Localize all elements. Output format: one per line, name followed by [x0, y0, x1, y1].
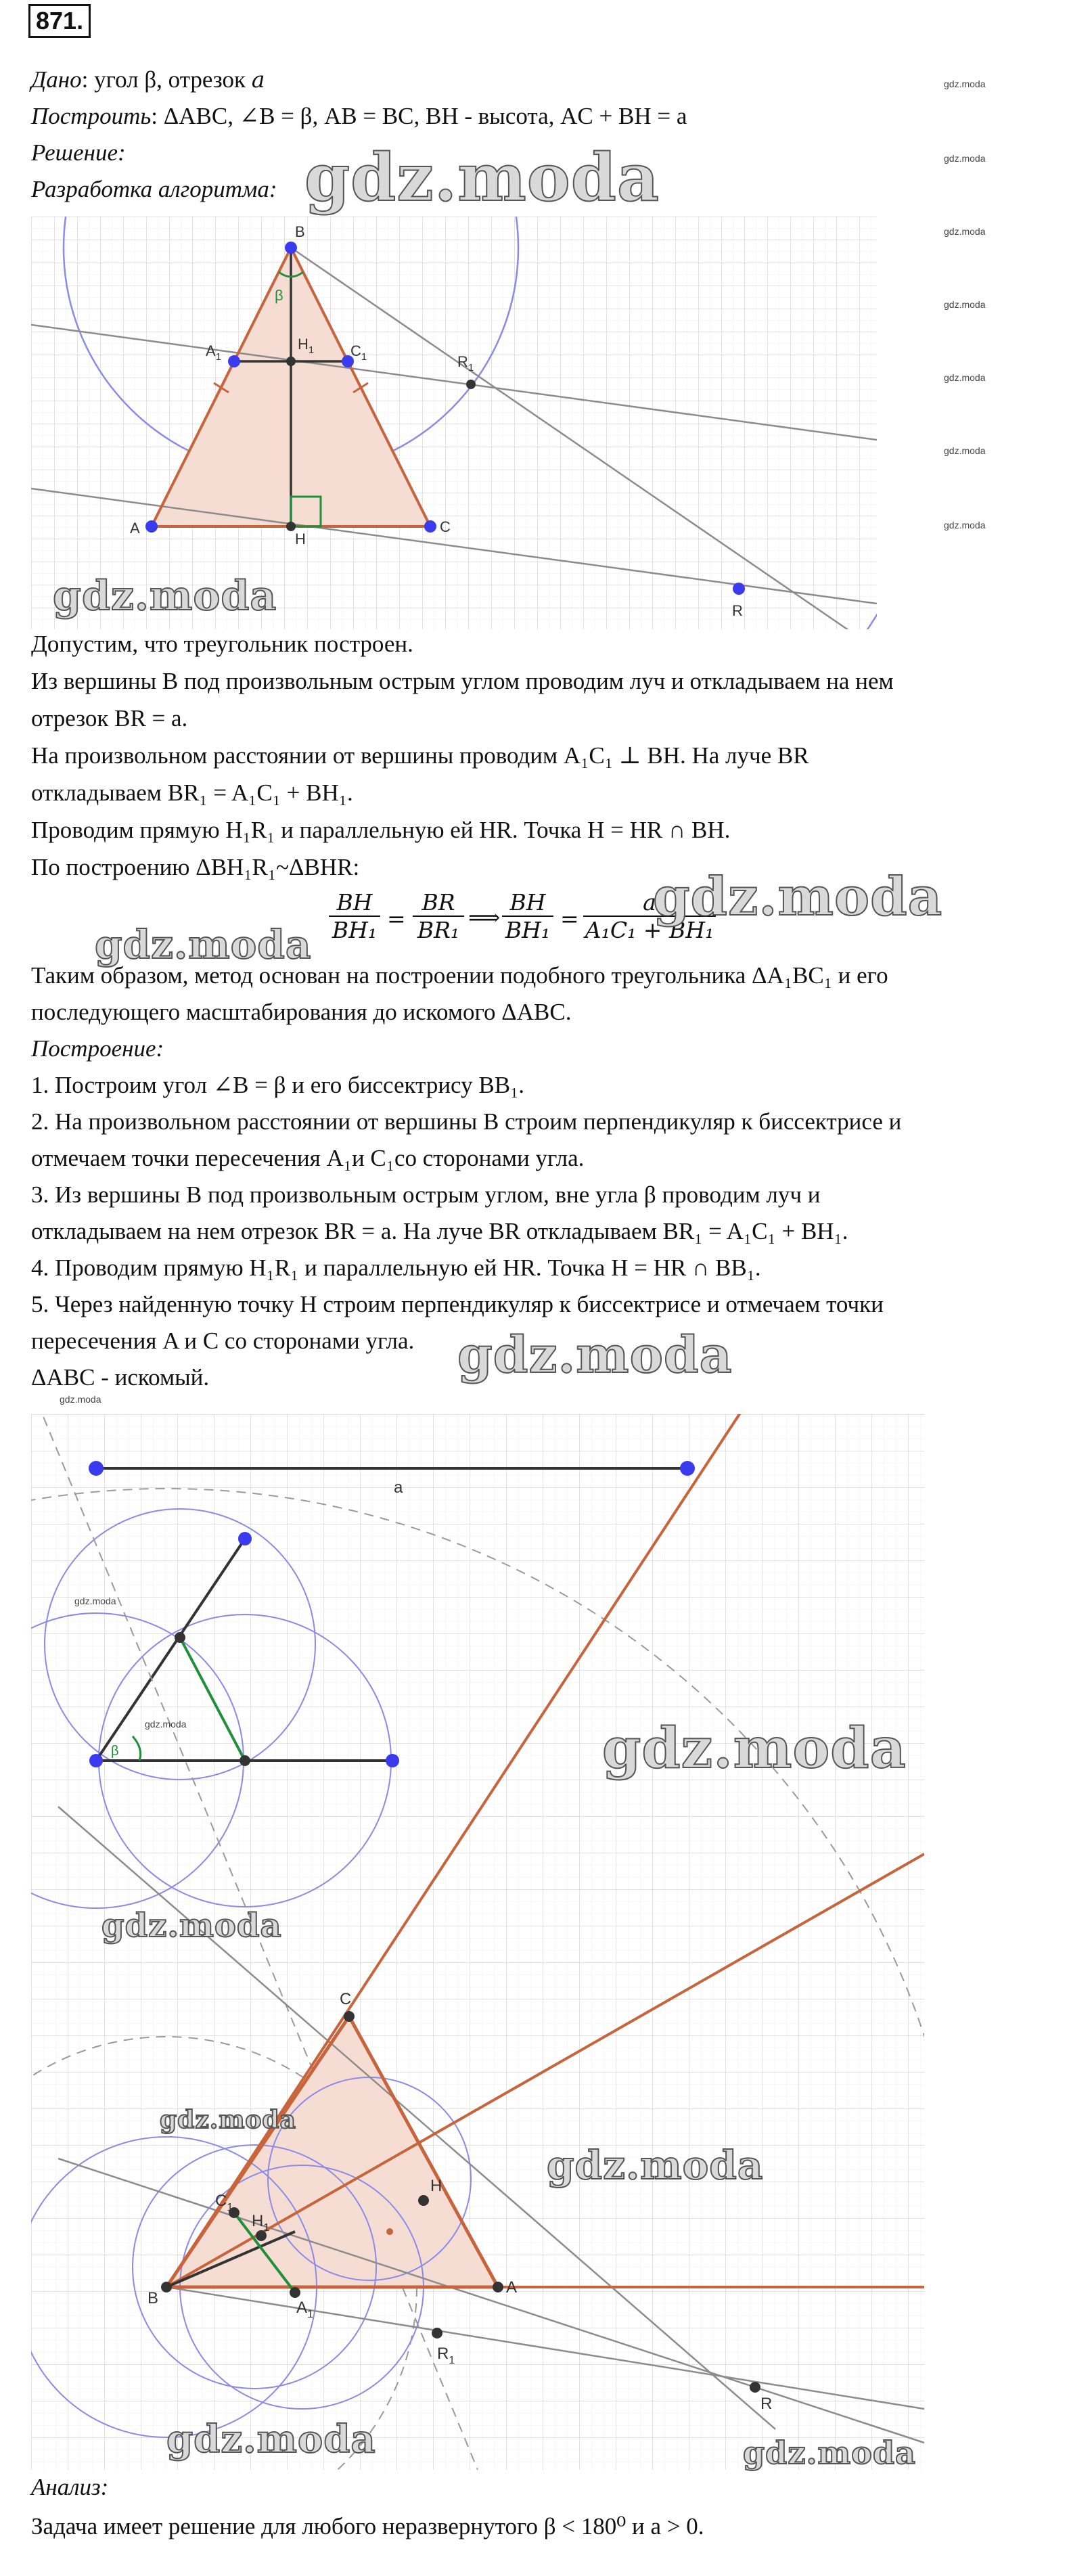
side-watermark: gdz.moda: [944, 299, 986, 310]
point-inner: [386, 2228, 393, 2235]
construction-label-text: Построение: [31, 1035, 156, 1062]
given-text: : угол β, отрезок: [81, 66, 252, 93]
point-h-2: [418, 2195, 429, 2206]
label-c1-2: $C_1$: [215, 2192, 233, 2213]
label-r1-2: $R_1$: [437, 2345, 455, 2366]
watermark: gdz.moda: [95, 922, 312, 968]
analysis-line-6: Проводим прямую H₁R₁ и параллельную ей HR. Точка H = HR ∩ BH.: [31, 817, 731, 843]
label-b-2: B: [147, 2289, 159, 2307]
side-watermark: gdz.moda: [944, 372, 986, 383]
watermark: gdz.moda: [457, 1326, 733, 1384]
step-4: 4. Проводим прямую H₁R₁ и параллельную ей HR. Точка H = HR ∩ BB₁.: [31, 1255, 761, 1281]
label-h1: $H_1$: [298, 336, 315, 356]
analysis-line-5: откладываем BR₁ = A₁C₁ + BH₁.: [31, 779, 353, 806]
point-ray-end: [238, 1532, 252, 1545]
frac-bh-bh1: [329, 889, 380, 943]
method-line-1: Таким образом, метод основан на построении подобного треугольника ΔA₁BC₁ и его: [31, 962, 888, 989]
watermark: gdz.moda: [743, 2435, 916, 2471]
point-arc-cross: [175, 1632, 185, 1643]
frac-num: BH: [336, 889, 373, 916]
point-b-2: [161, 2282, 172, 2292]
step-2-cont: отмечаем точки пересечения A₁и C₁со сторонами угла.: [31, 1145, 585, 1171]
analysis-line-2: Из вершины B под произвольным острым углом проводим луч и откладываем на нем: [31, 668, 894, 694]
implies-arrow: ⟹: [468, 904, 501, 930]
label-c: C: [440, 518, 451, 535]
algorithm-label: Разработка алгоритма:: [31, 176, 277, 202]
point-r-2: [750, 2382, 760, 2393]
analysis-line-3: отрезок BR = a.: [31, 705, 188, 731]
point-arc-base: [240, 1755, 250, 1766]
analysis-label-text: Анализ: [31, 2474, 101, 2500]
label-h-2: H: [430, 2177, 442, 2195]
watermark: gdz.moda: [653, 866, 943, 928]
side-watermark: gdz.moda: [944, 226, 986, 237]
label-a1-2: $A_1$: [296, 2299, 313, 2320]
step-5: 5. Через найденную точку H строим перпендикуляр к биссектрисе и отмечаем точки: [31, 1291, 884, 1317]
given-var: a: [251, 66, 265, 93]
point-c-2: [344, 2011, 355, 2022]
watermark: gdz.moda: [160, 2106, 296, 2134]
point-vertex: [89, 1754, 103, 1767]
label-beta: β: [275, 287, 283, 304]
watermark: gdz.moda: [547, 2142, 764, 2188]
solution-label-text: Решение: [31, 139, 118, 166]
point-c: [424, 520, 436, 533]
side-watermark: gdz.moda: [944, 445, 986, 456]
point-base-end: [386, 1754, 399, 1767]
point-h1: [286, 357, 296, 366]
point-r1-2: [432, 2328, 442, 2338]
frac-br-br1: [413, 889, 464, 943]
algorithm-label-text: Разработка алгоритма: [31, 176, 269, 202]
label-r-2: R: [760, 2395, 773, 2413]
construct-label: Построить: [31, 103, 152, 129]
point-a-end: [680, 1461, 695, 1476]
given-label: Дано: [31, 66, 82, 93]
analysis-line-7: По построению ΔBH₁R₁~ΔBHR:: [31, 854, 360, 880]
conclusion-line: Задача имеет решение для любого неразвернутого β < 180⁰ и a > 0.: [31, 2513, 704, 2539]
frac-num: BH: [509, 889, 546, 916]
step-3-cont: откладываем на нем отрезок BR = a. На луче BR откладываем BR₁ = A₁C₁ + BH₁.: [31, 1218, 848, 1244]
label-a-seg: a: [394, 1478, 403, 1497]
given-line: [31, 65, 265, 95]
step-3: 3. Из вершины B под произвольным острым углом, вне угла β проводим луч и: [31, 1181, 821, 1208]
label-beta-2: β: [111, 1744, 119, 1759]
point-a-2: [493, 2282, 503, 2292]
side-watermark: gdz.moda: [944, 520, 986, 530]
watermark: gdz.moda: [53, 572, 277, 620]
point-b: [285, 242, 297, 254]
watermark: gdz.moda: [101, 1907, 282, 1945]
step-1: 1. Построим угол ∠B = β и его биссектрису BB₁.: [31, 1072, 525, 1098]
result-line: ΔABC - искомый.: [31, 1364, 210, 1391]
label-r1: $R_1$: [457, 353, 474, 374]
frac-num: BR: [422, 889, 455, 916]
side-watermark: gdz.moda: [944, 153, 986, 164]
point-r: [733, 583, 745, 595]
eq-sign: =: [560, 905, 579, 932]
small-watermark: gdz.moda: [74, 1596, 116, 1606]
frac-bh-bh1-2: [502, 889, 553, 943]
label-a-2: A: [506, 2278, 518, 2297]
method-line-2: последующего масштабирования до искомого ΔABC.: [31, 999, 572, 1025]
label-c1: $C_1$: [350, 342, 367, 363]
label-r: R: [732, 602, 743, 619]
frac-num: a: [643, 889, 656, 916]
analysis-line-4: На произвольном расстоянии от вершины проводим A₁C₁ ⊥ BH. На луче BR: [31, 742, 809, 769]
eq-sign: =: [387, 905, 406, 932]
watermark: gdz.moda: [166, 2417, 376, 2462]
label-a1: $A_1$: [206, 342, 222, 363]
label-c-2: C: [340, 1990, 352, 2008]
problem-number: 871.: [28, 4, 91, 38]
analysis-line-1: Допустим, что треугольник построен.: [31, 631, 413, 657]
construct-text: : ΔABC, ∠B = β, AB = BC, BH - высота, AC + BH = a: [151, 103, 687, 129]
figure-1-analysis: [31, 217, 877, 629]
watermark: gdz.moda: [602, 1716, 907, 1781]
frac-den: BR₁: [413, 916, 464, 943]
label-b: B: [295, 223, 305, 240]
small-watermark: gdz.moda: [145, 1719, 187, 1730]
step-2: 2. На произвольном расстоянии от вершины B строим перпендикуляр к биссектрисе и: [31, 1108, 902, 1135]
point-a1-2: [290, 2287, 300, 2298]
point-r1: [466, 380, 476, 389]
point-h: [286, 522, 296, 531]
label-h: H: [295, 530, 306, 547]
point-a-start: [89, 1461, 104, 1476]
step-5-cont: пересечения A и C со сторонами угла.: [31, 1328, 415, 1354]
solution-label: Решение:: [31, 139, 126, 166]
label-h1-2: $H_1$: [252, 2212, 270, 2234]
point-a: [145, 520, 158, 533]
side-watermark: gdz.moda: [944, 78, 986, 89]
frac-den: BH₁: [502, 916, 553, 943]
construct-line: [31, 101, 687, 131]
label-a: A: [130, 520, 140, 537]
analysis-label: Анализ:: [31, 2474, 109, 2500]
frac-den: BH₁: [329, 916, 380, 943]
construction-label: Построение:: [31, 1035, 164, 1062]
watermark: gdz.moda: [304, 139, 660, 216]
point-a1: [228, 355, 240, 367]
small-watermark: gdz.moda: [60, 1394, 101, 1405]
frac-den: A₁C₁ + BH₁: [583, 916, 716, 943]
